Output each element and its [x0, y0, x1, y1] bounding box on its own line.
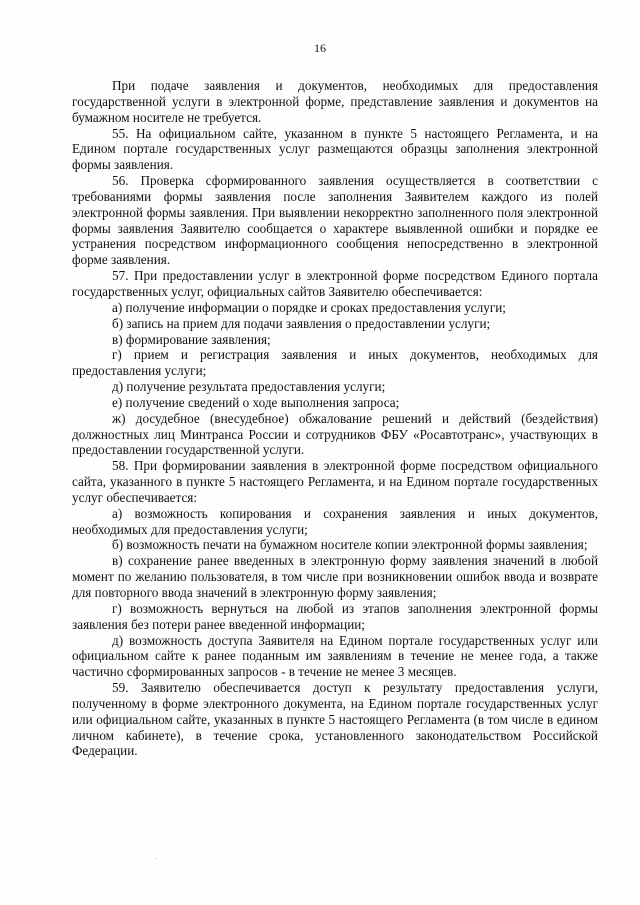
- list-item-58-v: в) сохранение ранее введенных в электронную форму заявления значений в любой момент по желанию пользователя, в том числе при возникновении ошибок ввода и возврате для повторного ввода значений в электронную форму заявления;: [72, 553, 598, 600]
- paragraph-56: 56. Проверка сформированного заявления осуществляется в соответствии с требованиями формы заявления после заполнения Заявителем каждого из полей электронной формы заявления. При выявлении некорректно заполненного поля электронной формы заявления Заявителю сообщается о характере выявленной ошибки и порядке ее устранения посредством информационного сообщения непосредственно в электронной форме заявления.: [72, 173, 598, 268]
- list-item-58-b: б) возможность печати на бумажном носителе копии электронной формы заявления;: [112, 537, 588, 553]
- list-item-57-zh: ж) досудебное (внесудебное) обжалование решений и действий (бездействия) должностных лиц Минтранса России и сотрудников ФБУ «Росавтотранс», участвующих в предоставлении государственной услуги.: [72, 410, 598, 458]
- list-item-57-b: б) запись на прием для подачи заявления о предоставлении услуги;: [112, 315, 491, 331]
- list-item-57-d: д) получение результата предоставления услуги;: [112, 379, 386, 395]
- paragraph-59: 59. Заявителю обеспечивается доступ к результату предоставления услуги, полученному в форме электронного документа, на Едином портале государственных услуг или официальном сайте, указанных в пункте 5 настоящего Регламента (в том числе в едином личном кабинете), в течение срока, установленного законодательством Российской Федерации.: [72, 680, 598, 759]
- list-item-58-g: г) возможность вернуться на любой из этапов заполнения электронной формы заявления без потери ранее введенной информации;: [72, 600, 598, 632]
- list-item-58-a: а) возможность копирования и сохранения заявления и иных документов, необходимых для предоставления услуги;: [72, 505, 598, 537]
- paragraph-58: 58. При формировании заявления в электронной форме посредством официального сайта, указанного в пункте 5 настоящего Регламента, и на Едином портале государственных услуг обеспечивается:: [72, 458, 598, 505]
- list-item-57-v: в) формирование заявления;: [112, 331, 271, 347]
- document-body: [72, 78, 598, 759]
- paragraph-intro-electronic-submission: При подаче заявления и документов, необходимых для предоставления государственной услуги в электронной форме, представление заявления и документов на бумажном носителе не требуется.: [72, 78, 598, 125]
- list-item-58-d: д) возможность доступа Заявителя на Едином портале государственных услуг или официальном сайте к ранее поданным им заявлениям в течение не менее года, а также частично сформированных запросов - в течение не менее 3 месяцев.: [72, 632, 598, 680]
- page-number: 16: [314, 41, 326, 55]
- scan-speck: [155, 858, 156, 859]
- list-item-57-a: а) получение информации о порядке и сроках предоставления услуги;: [112, 299, 506, 315]
- list-item-57-e: е) получение сведений о ходе выполнения запроса;: [112, 394, 400, 410]
- paragraph-57: 57. При предоставлении услуг в электронной форме посредством Единого портала государственных услуг, официальных сайтов Заявителю обеспечивается:: [72, 268, 598, 299]
- list-item-57-g: г) прием и регистрация заявления и иных документов, необходимых для предоставления услуги;: [72, 347, 598, 379]
- paragraph-55: 55. На официальном сайте, указанном в пункте 5 настоящего Регламента, и на Едином портале государственных услуг размещаются образцы заполнения электронной формы заявления.: [72, 125, 598, 173]
